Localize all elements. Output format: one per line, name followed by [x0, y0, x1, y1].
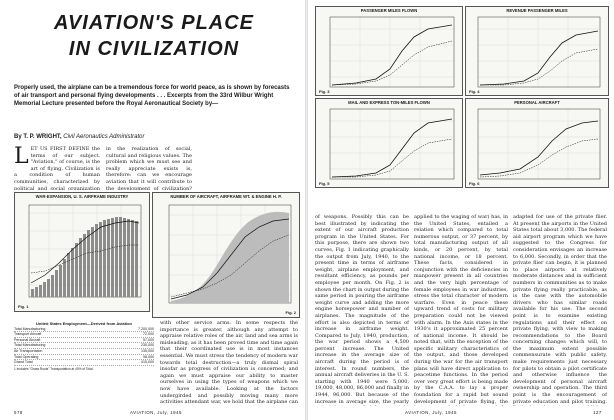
figure-1-chart	[15, 193, 149, 311]
article-deck: Properly used, the airplane can be a tremendous force for world peace, as is shown by forecasts of air transport and personal flying developments . . . Excerpts from the 33rd Wilbur Wright Memorial Lecture presented before the Royal Aeronautical Society by—	[14, 85, 290, 108]
figure-2	[152, 192, 300, 318]
table-row: Grand Total 415,000	[14, 360, 154, 365]
figure-3-line-b	[332, 41, 452, 85]
figure-6-chart	[466, 99, 608, 187]
figure-5-title: MAIL AND EXPRESS TON-MILES FLOWN	[348, 100, 430, 105]
figure-5-line-b	[332, 139, 452, 177]
figure-4-line-b	[480, 49, 598, 85]
figure-1-title: WAR-EXPANSION, U. S. AIRFRAME INDUSTRY	[35, 194, 129, 199]
table-row: Total Manufacturing 230,000	[14, 343, 154, 348]
right-page	[309, 0, 614, 420]
table-row: Air Transportation 135,000	[14, 348, 154, 353]
byline-name: By T. P. WRIGHT,	[14, 134, 62, 140]
table-row: Total Operating 98,000	[14, 354, 154, 359]
text-column-5: applied to the waging of war) has, in the United States, entailed a relation which compared to total numerous output, or 37 percent, by total manufacturing output of all kinds, or 20 percent, by total national income, or 18 percent. These facts, considered in conjunction with the deficiencies in manpower present in all countries and the very high percentage of female employees in war industries, stress the total character of modern warfare. Even in peace these upward trend of costs for military preparation could not be viewed with alarm. In the Axis states in the 1930's it approximated 25 percent of national income. It should be noted that, with the exception of the specific military characteristics of the output, and those developed during the war for the air transport plans will have direct application to peacetime functions. In the period over very great effort is being made by the C.A.A. to lay a proper foundation for a rapid but sound development of private flying, the	[414, 214, 508, 405]
footer-publication-right: AVIATION, July, 1945	[405, 410, 457, 415]
text-column-2: in the realization of social, cultural and religious values. The problem which we must see and really appreciate exists is, therefore: can we encourage aviation that it will contribute to the development of civilization?	[106, 146, 192, 190]
footer-page-number-left: 578	[14, 410, 23, 415]
figure-4-title: REVENUE PASSENGER MILES	[506, 8, 568, 13]
table-row: Personal Aircraft 57,000	[14, 337, 154, 342]
footer-page-number-right: 127	[593, 410, 602, 415]
figure-2-area	[171, 212, 289, 303]
page-gutter	[305, 0, 308, 420]
figure-4	[465, 6, 609, 96]
title-line-1: AVIATION'S PLACE	[53, 12, 255, 34]
table-title: United States Employment—Derived from Aviation	[36, 321, 132, 326]
figure-5	[315, 98, 463, 188]
text-column-6: adapted for use of the private flier. At present the airports in the United States total about 3,000. The federal aid airport program which we have suggested to the Congress for consideration envisages an increase to 6,000. Secondly, in order that the private flier can begin, it is planned to place airports at relatively moderate distances and in sufficient numbers in communities as to make private flying really practicable, as is the case with the automobile drivers who has similar roads available for his use. The second point is to examine existing regulations and their effect on private flying, with view to making recommendations to the Board concerning changes which will, to the maximum extent possible commensurate with public safety, make requirements just necessary for pilots to obtain a pilot certificate and otherwise influence the development of personal aircraft ownership and operation. The third point is the encouragement of private education and pilot training.	[513, 214, 607, 405]
figure-1-label: Fig. 1	[18, 304, 29, 309]
figure-4-label: Fig. 4	[469, 89, 480, 94]
figure-5-line-a	[332, 119, 452, 177]
byline-role: Civil Aeronautics Administrator	[63, 134, 145, 140]
figure-6-label: Fig. 6	[469, 181, 480, 186]
text-column-1	[14, 146, 100, 190]
figure-1-bars	[31, 217, 138, 297]
footer-publication-left: AVIATION, July, 1945	[130, 410, 182, 415]
figure-6-line-b	[480, 139, 598, 177]
text-column-3: with other service arms. In some respects the importance is greater, although any attempt to appraise relative roles of the air, land and sea arms is misleading, as it has been proved time and time again that their coordinated use is in most instances essential. We must stress the tendency of modern war towards total destruction—a truly dismal spiral insofar as progress of civilization is concerned; and again we must appraise our ability to master ourselves in using the types of weapons which we now have available. Looking at the factors undergirded and possibly moving many more activities attendant war, we hold that the airplane can	[160, 320, 298, 406]
figure-3-chart	[316, 7, 462, 95]
employment-table	[14, 322, 154, 371]
left-page	[0, 0, 304, 420]
table-note: 1 Includes "Grass Roots" Transportation at 40% of Total.	[14, 366, 94, 371]
title-line-2: IN CIVILIZATION	[68, 38, 240, 60]
figure-2-label: Fig. 2	[285, 310, 296, 315]
article-title	[14, 10, 294, 62]
figure-5-label: Fig. 5	[319, 181, 330, 186]
figure-3	[315, 6, 463, 96]
column-1-text: ET US FIRST DEFINE the terms of our subject. "Aviation," of course, is the art of flying. Civilization is a condition of human communities, characterized by political and social organization	[14, 146, 100, 190]
figure-6-line-a	[480, 121, 598, 175]
figure-6	[465, 98, 609, 188]
text-column-4: of weapons. Possibly this can be best illustrated by indicating the extent of our aircraft production program in the United States. For this purpose, there are shown two curves, Fig. 1 indicating graphically the output from July, 1940, to the present time in terms of airframe weight, airplane employment, and resultant efficiency, as pounds per employee per month. On Fig. 2 is shown the chart in output during the same period in pouring the airframe weight curve and adding the more engine horsepower and number of airplanes. The magnitude of the effort is also depicted in terms of increase in airframe weight. Compared to July, 1940, production, the war period shows a 4,500 percent increase. The United increase in the average size of aircraft during the period is of interest. In round numbers, the annual aircraft deliveries in the U. S. starting with 1940 were 5,000, 19,000, 48,000, 86,000 and finally in 1944, 96,000. But because of the increase in average size, the yearly	[315, 214, 409, 405]
figure-1	[14, 192, 150, 312]
figure-2-chart	[153, 193, 299, 317]
drop-cap: L	[14, 146, 29, 169]
figure-3-line-a	[332, 25, 452, 85]
figure-3-title: PASSENGER MILES FLOWN	[360, 8, 418, 13]
table-row: Transport Aircraft 72,000	[14, 332, 154, 337]
figure-6-title: PERSONAL AIRCRAFT	[514, 100, 560, 105]
figure-3-label: Fig. 3	[319, 89, 330, 94]
figure-2-title: NUMBER OF AIRCRAFT, AIRFRAME WT. & ENGINE H. P.	[170, 194, 282, 199]
figure-5-chart	[316, 99, 462, 187]
byline	[14, 134, 145, 140]
figure-4-chart	[466, 7, 608, 95]
table-row: Total Manufacturing 7,200,000	[14, 326, 154, 331]
